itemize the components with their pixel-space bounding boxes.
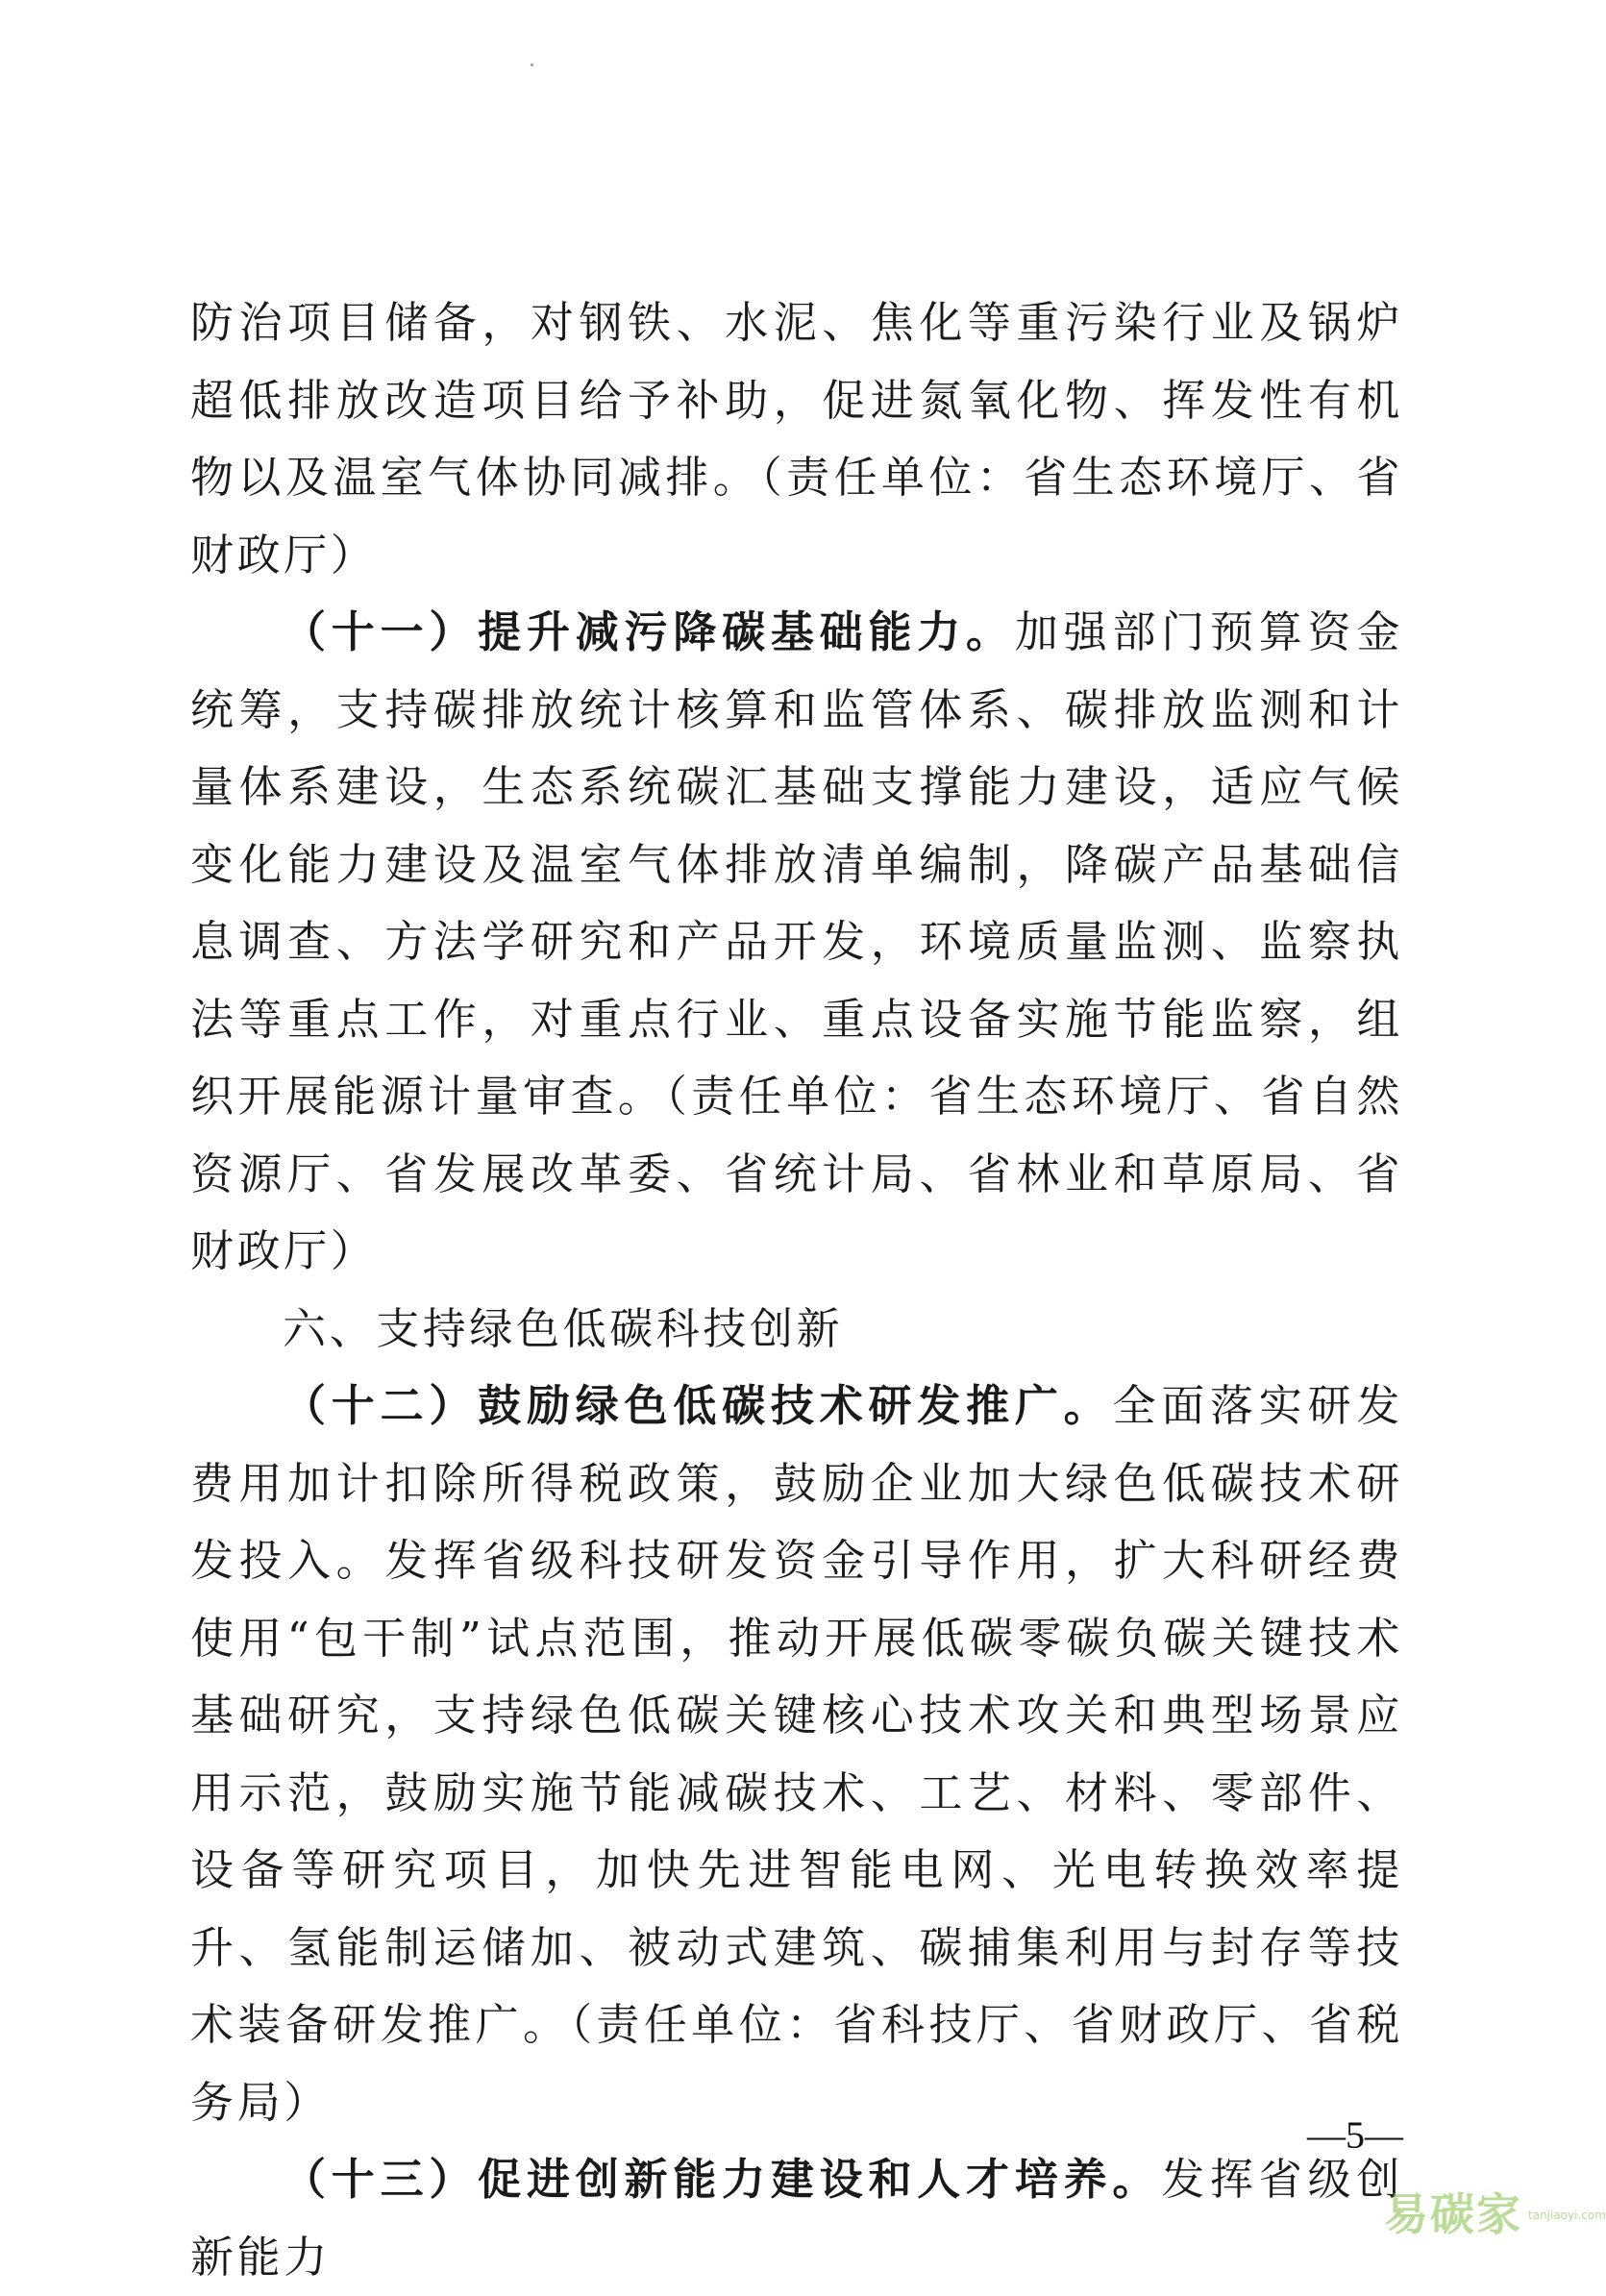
- paragraph-11-body: 加强部门预算资金统筹，支持碳排放统计核算和监管体系、碳排放监测和计量体系建设，生态系统碳汇基础支撑能力建设，适应气候变化能力建设及温室气体排放清单编制，降碳产品基础信息调查、方法学研究和产品开发，环境质量监测、监察执法等重点工作，对重点行业、重点设备实施节能监察，组织开展能源计量审查。（责任单位：省生态环境厅、省自然资源厅、省发展改革委、省统计局、省林业和草原局、省财政厅）: [190, 606, 1403, 1276]
- paragraph-13-body: 发挥省级创新能力: [190, 2154, 1403, 2283]
- scan-speck: [531, 63, 533, 66]
- paragraph-11-heading: （十一）提升减污降碳基础能力。: [283, 606, 1015, 657]
- paragraph-13: [190, 2141, 1403, 2296]
- watermark-logo-text: 易碳家: [1384, 2188, 1522, 2240]
- section-heading-6: 六、支持绿色低碳科技创新: [283, 1302, 844, 1354]
- paragraph-12-body: 全面落实研发费用加计扣除所得税政策，鼓励企业加大绿色低碳技术研发投入。发挥省级科技研发资金引导作用，扩大科研经费使用“包干制”试点范围，推动开展低碳零碳负碳关键技术基础研究，支持绿色低碳关键核心技术攻关和典型场景应用示范，鼓励实施节能减碳技术、工艺、材料、零部件、设备等研究项目，加快先进智能电网、光电转换效率提升、氢能制运储加、被动式建筑、碳捕集利用与封存等技术装备研发推广。（责任单位：省科技厅、省财政厅、省税务局）: [190, 1380, 1403, 2128]
- watermark-logo: [1384, 2180, 1606, 2240]
- page-number: —5—: [1307, 2113, 1403, 2157]
- document-body: [190, 284, 1403, 2296]
- paragraph-12: [190, 1368, 1403, 2141]
- paragraph-13-heading: （十三）促进创新能力建设和人才培养。: [283, 2154, 1162, 2205]
- paragraph-11: [190, 594, 1403, 1291]
- paragraph-12-heading: （十二）鼓励绿色低碳技术研发推广。: [283, 1380, 1113, 1431]
- paragraph-continuation: 防治项目储备，对钢铁、水泥、焦化等重污染行业及锅炉超低排放改造项目给予补助，促进氮氧化物、挥发性有机物以及温室气体协同减排。（责任单位：省生态环境厅、省财政厅）: [190, 297, 1403, 580]
- watermark-sub-text: tanjiaoyi.com: [1528, 2209, 1606, 2222]
